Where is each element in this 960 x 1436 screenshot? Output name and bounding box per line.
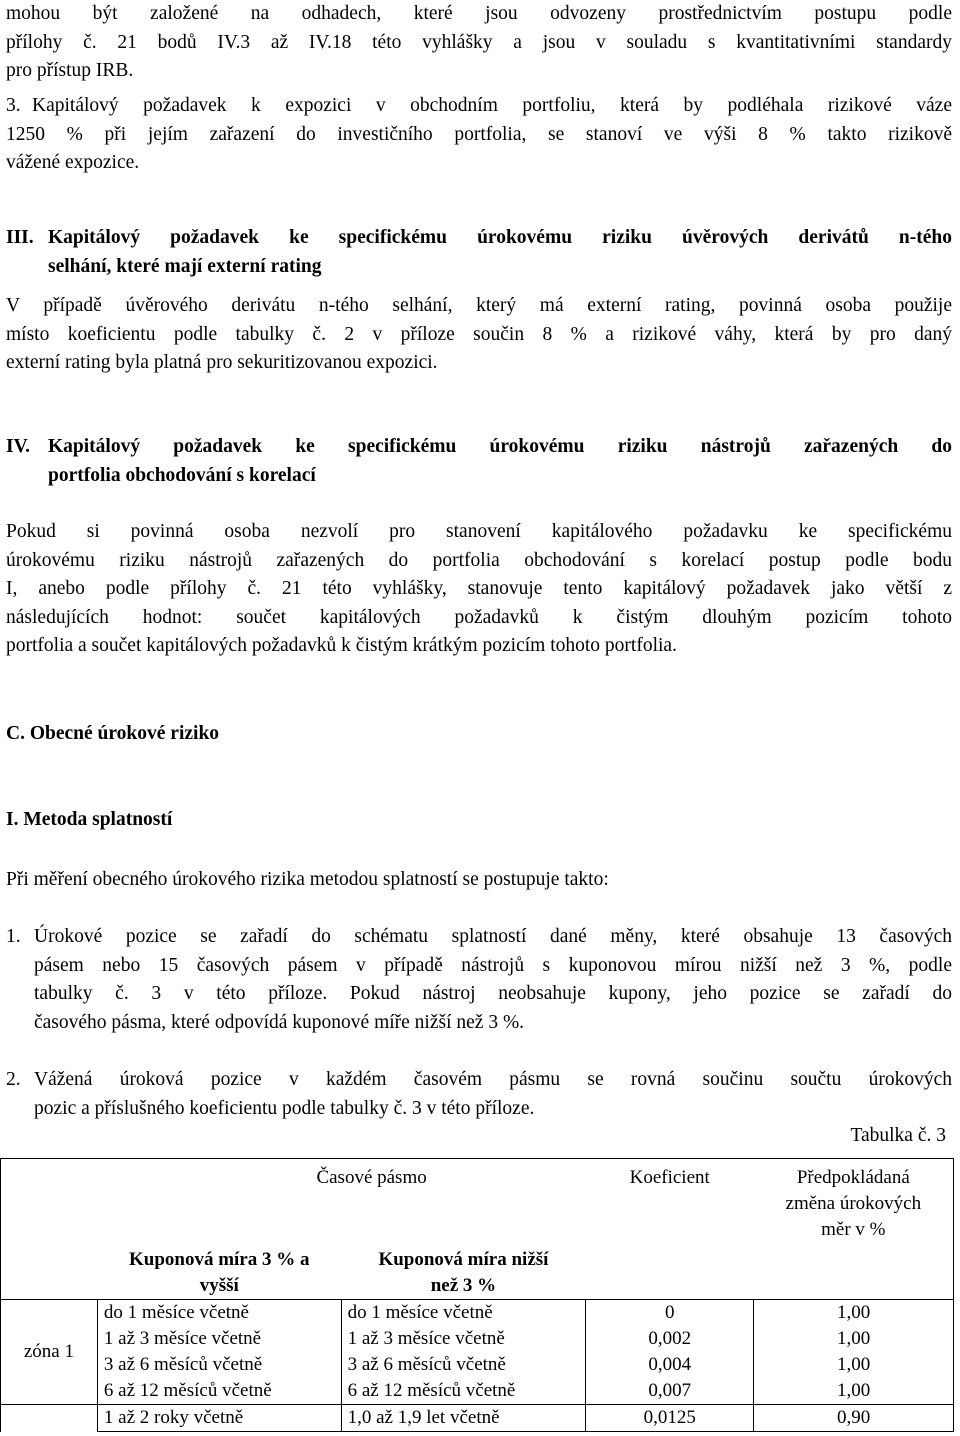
item-1-line-1: Úrokové pozice se zařadí do schématu splatností dané měny, které obsahuje 13 časových (34, 926, 952, 947)
row-3-coef: 0,004 (586, 1352, 754, 1378)
table-3 (0, 1158, 954, 1432)
table-header-row (1, 1159, 954, 1244)
table-row (1, 1300, 954, 1327)
row-5-high: 1 až 2 roky včetně (97, 1405, 341, 1432)
zone-1-label: zóna 1 (1, 1300, 98, 1405)
row-4-low: 6 až 12 měsíců včetně (341, 1378, 586, 1405)
section-i-heading: I. Metoda splatností (6, 809, 173, 830)
header-coupon-high (97, 1243, 341, 1300)
intro-line-3: pro přístup IRB. (6, 60, 134, 81)
section-3-body-line-2: místo koeficientu podle tabulky č. 2 v příloze součin 8 % a rizikové váhy, která by pro daný (6, 323, 952, 345)
row-4-change: 1,00 (754, 1378, 954, 1405)
item-1-line-3: tabulky č. 3 v této příloze. Pokud nástroj neobsahuje kupony, jeho pozice se zařadí do (34, 983, 952, 1004)
item-1-paragraph (6, 923, 952, 1037)
section-4-heading-line-2: portfolia obchodování s korelací (48, 464, 316, 486)
header-coupon-low (341, 1243, 586, 1300)
header-coupon-low-line-1: Kuponová míra nižší (378, 1249, 549, 1270)
table-row (1, 1378, 954, 1405)
header-time-band: Časové pásmo (97, 1159, 585, 1244)
section-4-label: IV. (6, 436, 31, 457)
row-5-change: 0,90 (754, 1405, 954, 1432)
section-4-body-line-1: Pokud si povinná osoba nezvolí pro stanovení kapitálového požadavku ke specifickému (6, 521, 952, 542)
header-coupon-low-line-2: než 3 % (430, 1275, 497, 1296)
section-3-label: III. (6, 227, 34, 248)
row-1-change: 1,00 (754, 1300, 954, 1327)
item-2-label: 2. (6, 1069, 21, 1090)
section-3-body-line-3: externí rating byla platná pro sekuritizovanou expozici. (6, 352, 438, 373)
item-2-line-1: Vážená úroková pozice v každém časovém pásmu se rovná součinu součtu úrokových (34, 1069, 952, 1090)
row-4-coef: 0,007 (586, 1378, 754, 1405)
table-row (1, 1326, 954, 1352)
section-3-heading (6, 224, 952, 281)
row-1-coef: 0 (586, 1300, 754, 1327)
item-1-line-2: pásem nebo 15 časových pásem v případě nástrojů s kuponovou mírou nižší než 3 %, podle (34, 954, 952, 976)
section-3-heading-line-2: selhání, které mají externí rating (48, 255, 322, 277)
section-c-heading: C. Obecné úrokové riziko (6, 723, 220, 744)
table-subheader-row (1, 1243, 954, 1300)
section-4-heading (6, 433, 952, 490)
section-4-body (6, 518, 952, 661)
header-coupon-high-line-2: vyšší (199, 1275, 239, 1296)
row-1-high: do 1 měsíce včetně (97, 1300, 341, 1327)
table-row (1, 1352, 954, 1378)
item-3-line-2: 1250 % při jejím zařazení do investičního portfolia, se stanoví ve výši 8 % takto rizikově (6, 123, 952, 145)
section-4-body-line-5: portfolia a součet kapitálových požadavků k čistým krátkým pozicím tohoto portfolia. (6, 635, 677, 656)
item-1-label: 1. (6, 926, 21, 947)
row-3-low: 3 až 6 měsíců včetně (341, 1352, 586, 1378)
header-assumed-change (754, 1159, 954, 1244)
row-3-change: 1,00 (754, 1352, 954, 1378)
item-3-line-1: Kapitálový požadavek k expozici v obchodním portfoliu, která by podléhala rizikové váze (32, 95, 952, 116)
section-i-intro: Při měření obecného úrokového rizika metodou splatností se postupuje takto: (6, 869, 609, 890)
header-assumed-change-line-3: měr v % (821, 1219, 886, 1240)
item-3-label: 3. (6, 95, 21, 116)
row-2-change: 1,00 (754, 1326, 954, 1352)
row-1-low: do 1 měsíce včetně (341, 1300, 586, 1327)
section-4-body-line-2: úrokovému riziku nástrojů zařazených do portfolia obchodování s korelací postup podle bodu (6, 549, 952, 571)
header-coefficient: Koeficient (586, 1159, 754, 1244)
section-3-heading-line-1: Kapitálový požadavek ke specifickému úrokovému riziku úvěrových derivátů n-tého (48, 227, 952, 248)
row-3-high: 3 až 6 měsíců včetně (97, 1352, 341, 1378)
header-assumed-change-line-2: změna úrokových (785, 1193, 922, 1214)
table-caption: Tabulka č. 3 (850, 1125, 946, 1146)
row-5-low: 1,0 až 1,9 let včetně (341, 1405, 586, 1432)
row-4-high: 6 až 12 měsíců včetně (97, 1378, 341, 1405)
table-row (1, 1405, 954, 1432)
section-4-heading-line-1: Kapitálový požadavek ke specifickému úrokovému riziku nástrojů zařazených do (48, 436, 952, 457)
item-2-line-2: pozic a příslušného koeficientu podle tabulky č. 3 v této příloze. (34, 1097, 535, 1119)
section-4-body-line-3: I, anebo podle přílohy č. 21 této vyhlášky, stanovuje tento kapitálový požadavek jako větší z (6, 578, 952, 599)
header-assumed-change-line-1: Předpokládaná (796, 1167, 910, 1188)
row-2-high: 1 až 3 měsíce včetně (97, 1326, 341, 1352)
item-3-line-3: vážené expozice. (6, 152, 140, 173)
section-4-body-line-4: následujících hodnot: součet kapitálových požadavků k čistým dlouhým pozicím tohoto (6, 606, 952, 628)
item-2-paragraph (6, 1066, 952, 1123)
item-3-paragraph (6, 92, 952, 178)
section-3-body-line-1: V případě úvěrového derivátu n-tého selhání, který má externí rating, povinná osoba použije (6, 295, 952, 316)
item-1-line-4: časového pásma, které odpovídá kuponové míře nižší než 3 %. (34, 1011, 525, 1033)
row-2-coef: 0,002 (586, 1326, 754, 1352)
section-3-body (6, 292, 952, 378)
header-coupon-high-line-1: Kuponová míra 3 % a (128, 1249, 310, 1270)
intro-paragraph (6, 0, 952, 86)
intro-line-2: přílohy č. 21 bodů IV.3 až IV.18 této vyhlášky a jsou v souladu s kvantitativními standardy (6, 31, 952, 53)
row-5-coef: 0,0125 (586, 1405, 754, 1432)
row-2-low: 1 až 3 měsíce včetně (341, 1326, 586, 1352)
intro-line-1: mohou být založené na odhadech, které jsou odvozeny prostřednictvím postupu podle (6, 3, 952, 24)
